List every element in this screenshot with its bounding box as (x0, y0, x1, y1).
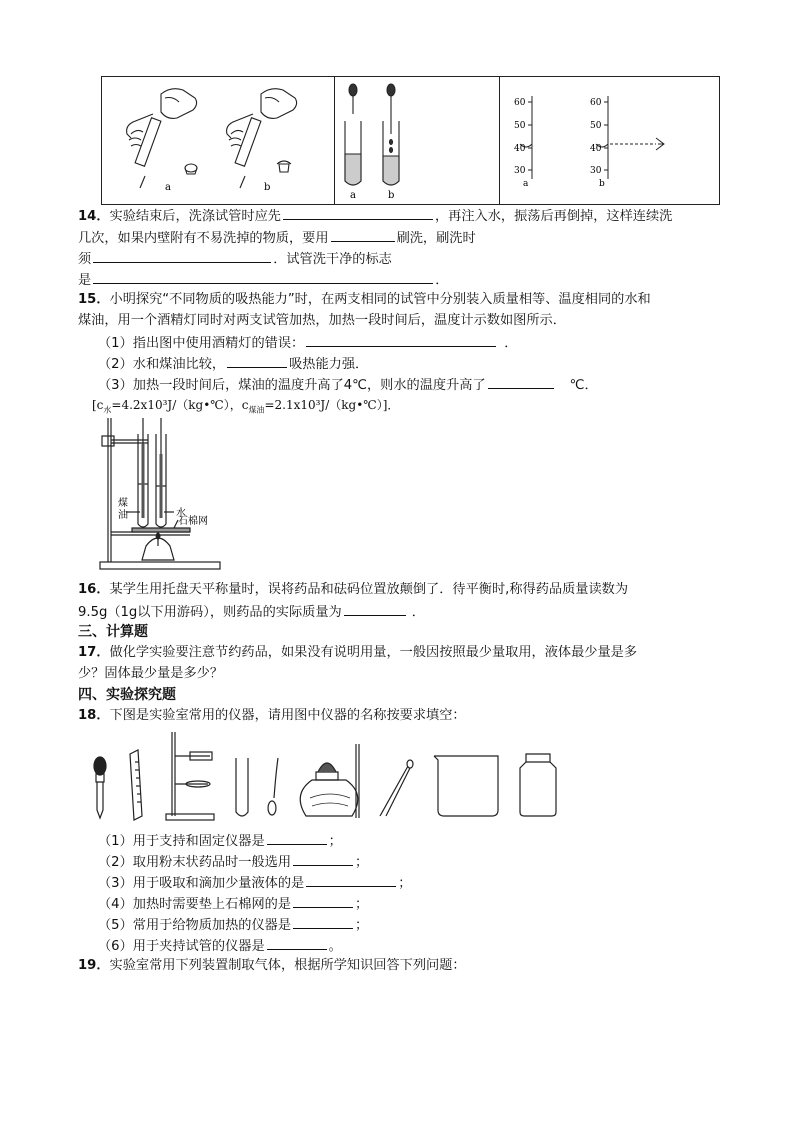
q17-line1 (78, 643, 637, 663)
medicine-spoon-icon (274, 758, 278, 798)
q18-item-6 (98, 935, 342, 957)
q17-line2 (78, 664, 223, 684)
q16-blank[interactable] (344, 601, 406, 616)
section-3-heading: 三、计算题 (78, 624, 148, 640)
q15-part2 (98, 353, 368, 375)
q16-number: 16． (78, 582, 110, 597)
q18-item-5-text: （5）常用于给物质加热的仪器是 (98, 918, 292, 933)
q18-blank-4[interactable] (293, 893, 353, 908)
q18-item-5 (98, 914, 368, 936)
q18-blank-3[interactable] (306, 872, 396, 887)
q18-item-2-text: （2）取用粉末状药品时一般选用 (98, 855, 292, 870)
crucible-tongs-icon (380, 766, 410, 816)
q14-text1: 实验结束后，洗涤试管时应先 (109, 209, 281, 224)
panel3-label-a: a (523, 179, 529, 189)
q15-c-oil: =2.1x10³J/（kg•℃）]． (264, 398, 400, 412)
heating-apparatus-figure (98, 414, 238, 574)
q15-part3-text: （3）加热一段时间后，煤油的温度升高了4℃，则水的温度升高了 (98, 378, 486, 393)
q17-text2: 少？固体最少量是多少？ (78, 666, 224, 681)
q16-text2: 9.5g（1g以下用游码），则药品的实际质量为 (78, 605, 342, 620)
q18-blank-6[interactable] (267, 935, 327, 950)
q15-fig-label-gauze: 石棉网 (178, 516, 208, 527)
cyl-b-tick-60: 60 (590, 98, 602, 108)
lab-instruments-figure (80, 728, 570, 824)
dropper-icon (94, 757, 106, 775)
q15-text2: 煤油，用一个酒精灯同时对两支试管加热，加热一段时间后，温度计示数如图所示． (78, 313, 566, 328)
q15-fig-label-oil1: 煤 (118, 498, 128, 509)
q18-item-1 (98, 830, 342, 852)
q18-intro (78, 706, 466, 726)
q15-part1-text: （1）指出图中使用酒精灯的错误： (98, 336, 305, 351)
q18-item-2 (98, 851, 368, 873)
cyl-a-tick-50: 50 (514, 121, 526, 131)
q15-number: 15． (78, 292, 110, 307)
cyl-a-tick-60: 60 (514, 98, 526, 108)
q15-text1: 小明探究“不同物质的吸热能力”时，在两支相同的试管中分别装入质量相等、温度相同的水和 (109, 292, 651, 307)
q14-blank2[interactable] (331, 227, 395, 242)
q19-text1: 实验室常用下列装置制取气体，根据所学知识回答下列问题： (109, 958, 466, 973)
q14-text7: 是 (78, 273, 92, 288)
pouring-liquid-figure (101, 76, 333, 203)
q15-part1 (98, 332, 517, 354)
q15-line1 (78, 290, 651, 310)
test-tube-holder-icon (130, 750, 142, 820)
q14-text3: 几次，如果内壁附有不易洗掉的物质，要用 (78, 231, 329, 246)
q18-item-3 (98, 872, 411, 894)
q14-blank4[interactable] (93, 269, 433, 284)
q15-c-oil-sub: 煤油 (248, 405, 265, 415)
q14-text2: ，再注入水，振荡后再倒掉，这样连续洗 (434, 209, 673, 224)
q15-part1-end: ． (504, 336, 518, 351)
q14-line4 (78, 269, 448, 291)
panel2-label-b: b (388, 190, 395, 201)
q15-c-open: [c (92, 398, 104, 412)
q15-blank2[interactable] (227, 353, 287, 368)
q18-item-2-end: ； (355, 855, 369, 870)
cyl-a-tick-30: 30 (514, 166, 526, 176)
panel1-label-b: b (264, 182, 271, 193)
q15-part3 (98, 374, 598, 396)
q18-blank-2[interactable] (293, 851, 353, 866)
q14-number: 14． (78, 209, 110, 224)
q15-part3-end: ℃． (569, 378, 598, 393)
q18-intro-text: 下图是实验室常用的仪器，请用图中仪器的名称按要求填空： (109, 708, 466, 723)
q18-number: 18． (78, 708, 110, 723)
reagent-bottle-icon (526, 754, 550, 762)
q15-line2 (78, 311, 566, 331)
dropper-figure (333, 76, 498, 203)
q18-blank-1[interactable] (267, 830, 327, 845)
q15-c-water: =4.2x10³J/（kg•℃），c (111, 398, 249, 412)
q18-item-5-end: ； (355, 918, 369, 933)
q14-text5: 须 (78, 252, 92, 267)
q18-item-1-end: ； (328, 834, 342, 849)
q14-text6: ．试管洗干净的标志 (273, 252, 392, 267)
q14-line3 (78, 248, 392, 270)
q18-item-6-end: 。 (328, 939, 342, 954)
q14-text4: 刷洗，刷洗时 (396, 231, 476, 246)
q16-line2 (78, 601, 425, 623)
q18-item-4 (98, 893, 368, 915)
q14-line1 (78, 205, 672, 227)
q15-part2-end: 吸热能力强． (289, 357, 369, 372)
q18-item-6-text: （6）用于夹持试管的仪器是 (98, 939, 265, 954)
beaker-icon (434, 756, 498, 816)
cyl-b-tick-30: 30 (590, 166, 602, 176)
cyl-a-tick-40: 40 (514, 144, 526, 154)
q15-c-water-sub: 水 (103, 405, 112, 415)
q18-item-4-text: （4）加热时需要垫上石棉网的是 (98, 897, 292, 912)
test-tube-icon (236, 758, 248, 816)
panel1-label-a: a (165, 182, 171, 193)
q15-fig-label-oil2: 油 (118, 510, 128, 521)
q18-item-3-text: （3）用于吸取和滴加少量液体的是 (98, 876, 305, 891)
q19-number: 19． (78, 958, 110, 973)
q14-line2 (78, 227, 476, 249)
q16-text1: 某学生用托盘天平称量时，误将药品和砝码位置放颠倒了．待平衡时,称得药品质量读数为 (109, 582, 629, 597)
q19-line1 (78, 956, 466, 976)
q18-blank-5[interactable] (293, 914, 353, 929)
cyl-b-tick-50: 50 (590, 121, 602, 131)
q15-fig-label-water: 水 (176, 508, 186, 519)
q16-line1 (78, 580, 628, 600)
panel2-label-a: a (350, 190, 356, 201)
q17-text1: 做化学实验要注意节约药品，如果没有说明用量，一般因按照最少量取用，液体最少量是多 (109, 645, 638, 660)
q15-blank3[interactable] (488, 374, 554, 389)
q18-item-1-text: （1）用于支持和固定仪器是 (98, 834, 265, 849)
q14-blank3[interactable] (93, 248, 271, 263)
cyl-b-tick-40: 40 (590, 144, 602, 154)
q14-blank1[interactable] (283, 205, 433, 220)
section-4-heading: 四、实验探究题 (78, 687, 176, 703)
q18-item-4-end: ； (355, 897, 369, 912)
q18-item-3-end: ； (398, 876, 412, 891)
q14-text8: ． (435, 273, 449, 288)
q15-part2-text: （2）水和煤油比较， (98, 357, 226, 372)
q16-end: ． (411, 605, 425, 620)
cylinder-reading-figure (498, 76, 718, 203)
q15-blank1[interactable] (306, 332, 496, 347)
panel3-label-b: b (599, 179, 605, 189)
q17-number: 17． (78, 645, 110, 660)
